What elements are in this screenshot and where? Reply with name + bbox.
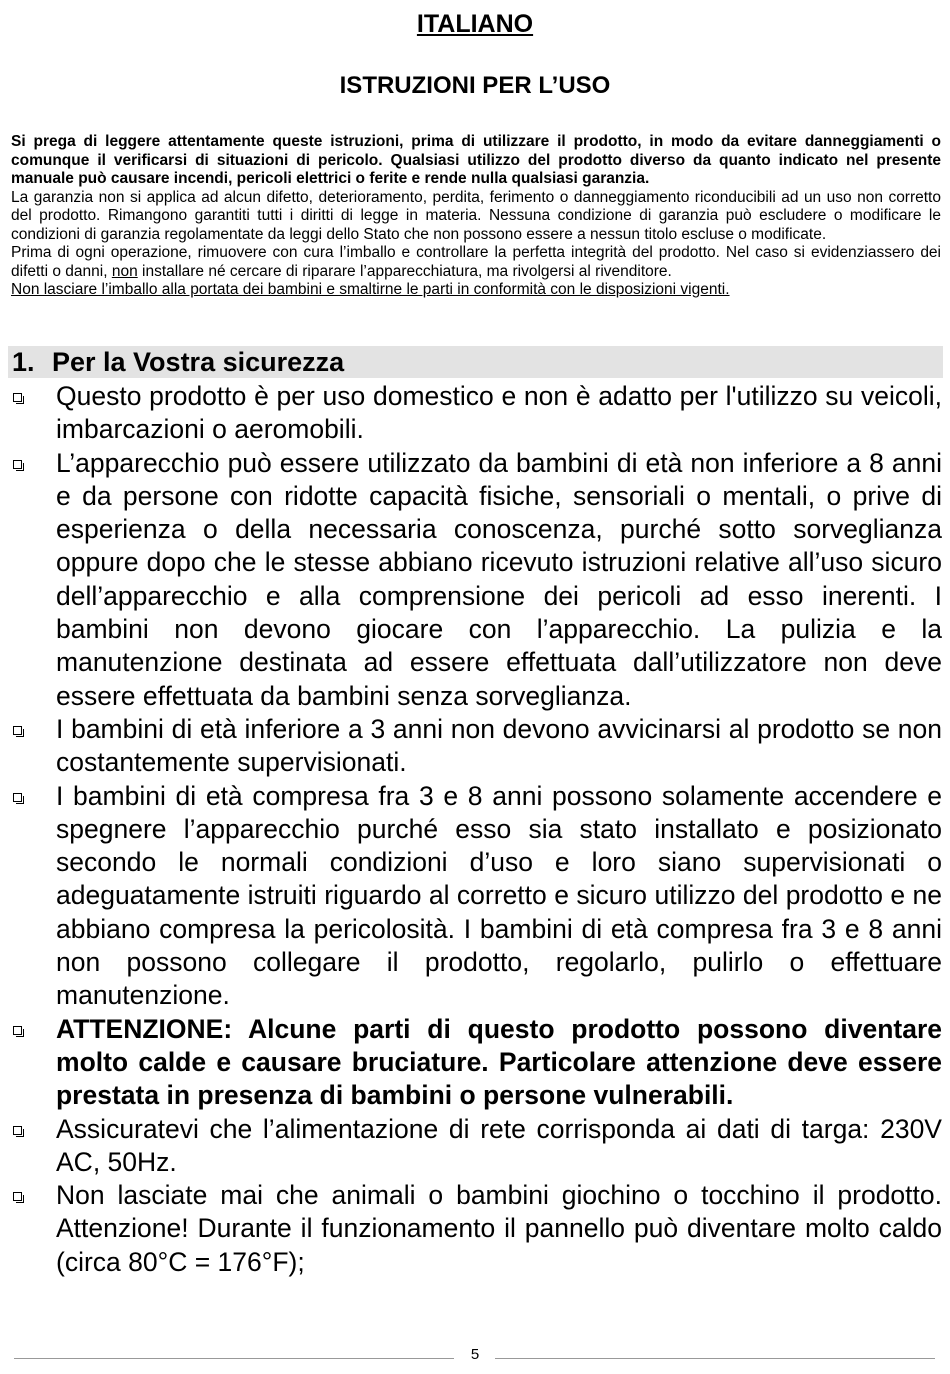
checkbox-bullet-icon — [13, 1192, 22, 1201]
list-item — [0, 1179, 950, 1279]
list-item-text: Questo prodotto è per uso domestico e non è adatto per l'utilizzo su veicoli, imbarcazioni o aeromobili. — [56, 381, 942, 445]
list-item-warning — [0, 1013, 950, 1113]
section-number: 1. — [12, 347, 35, 377]
list-item — [0, 1113, 950, 1180]
list-item — [0, 380, 950, 447]
document-title: ISTRUZIONI PER L’USO — [339, 72, 611, 99]
packaging-warning-underlined: Non lasciare l’imballo alla portata dei bambini e smaltirne le parti in conformità con le disposizioni vigenti. — [11, 281, 730, 298]
list-item — [0, 713, 950, 780]
checkbox-bullet-icon — [13, 1026, 22, 1035]
list-item — [0, 447, 950, 713]
packaging-text-end: installare né cercare di riparare l’apparecchiatura, ma rivolgersi al rivenditore. — [137, 262, 672, 280]
checkbox-bullet-icon — [13, 393, 22, 402]
list-item-text: L’apparecchio può essere utilizzato da bambini di età non inferiore a 8 anni e da persone con ridotte capacità fisiche, sensoriali o mentali, o prive di esperienza o della necessaria conoscenza, purché sotto sorveglianza oppure dopo che le stesse abbiano ricevuto istruzioni relative all’uso sicuro dell’apparecchio e alla comprensione dei pericoli ad esso inerenti. I bambini non devono giocare con l’apparecchio. La pulizia e la manutenzione destinata ad essere effettuata dall’utilizzatore non deve essere effettuata da bambini senza sorveglianza. — [56, 447, 942, 711]
section-title — [12, 346, 344, 378]
page-number: 5 — [470, 1346, 480, 1363]
packaging-paragraph — [11, 244, 941, 281]
safety-bullet-list — [0, 380, 950, 1279]
section-header-bar — [8, 346, 943, 378]
warranty-paragraph: La garanzia non si applica ad alcun difetto, deterioramento, perdita, ferimento o danneggiamento riconducibili ad un uso non corretto del prodotto. Rimangono garantiti tutti i diritti di legge in materia. Nessuna condizione di garanzia può escludere o modificare le condizioni di garanzia regolamentate da leggi dello Stato che non possono essere a nessun titolo escluse o modificate. — [11, 188, 941, 243]
intro-block — [11, 133, 941, 300]
checkbox-bullet-icon — [13, 460, 22, 469]
list-item-text: ATTENZIONE: Alcune parti di questo prodotto possono diventare molto calde e causare bruciature. Particolare attenzione deve essere prestata in presenza di bambini o persone vulnerabili. — [56, 1013, 942, 1111]
checkbox-bullet-icon — [13, 793, 22, 802]
packaging-text-start: Prima di ogni operazione, rimuovere con cura l’imballo e controllare la perfetta integrità del prodotto. Nel caso si evidenziassero dei difetti o danni, — [11, 244, 941, 280]
list-item — [0, 780, 950, 1013]
list-item-text: I bambini di età inferiore a 3 anni non devono avvicinarsi al prodotto se non costantemente supervisionati. — [56, 713, 942, 778]
packaging-not-emphasis: non — [111, 262, 138, 280]
list-item-text: Assicuratevi che l’alimentazione di rete corrisponda ai dati di targa: 230V AC, 50Hz. — [56, 1113, 942, 1177]
list-item-text: I bambini di età compresa fra 3 e 8 anni possono solamente accendere e spegnere l’apparecchio purché esso sia stato installato e posizionato secondo le normali condizioni d’uso e loro siano supervisionati o adeguatamente istruiti riguardo al corretto e sicuro utilizzo del prodotto e ne abbiano compresa la pericolosità. I bambini di età compresa fra 3 e 8 anni non possono collegare il prodotto, regolarlo, pulirlo o effettuare manutenzione. — [56, 780, 942, 1011]
checkbox-bullet-icon — [13, 726, 22, 735]
list-item-text: Non lasciate mai che animali o bambini giochino o tocchino il prodotto. Attenzione! Durante il funzionamento il pannello può diventare molto caldo (circa 80°C = 176°F); — [56, 1180, 942, 1277]
intro-warning-paragraph: Si prega di leggere attentamente queste istruzioni, prima di utilizzare il prodotto, in modo da evitare danneggiamenti o comunque il verificarsi di situazioni di pericolo. Qualsiasi utilizzo del prodotto diverso da quanto indicato nel presente manuale può causare incendi, pericoli elettrici o ferite e rende nulla qualsiasi garanzia. — [11, 133, 941, 187]
checkbox-bullet-icon — [13, 1126, 22, 1135]
language-heading: ITALIANO — [416, 10, 534, 38]
section-title-text: Per la Vostra sicurezza — [52, 347, 345, 377]
